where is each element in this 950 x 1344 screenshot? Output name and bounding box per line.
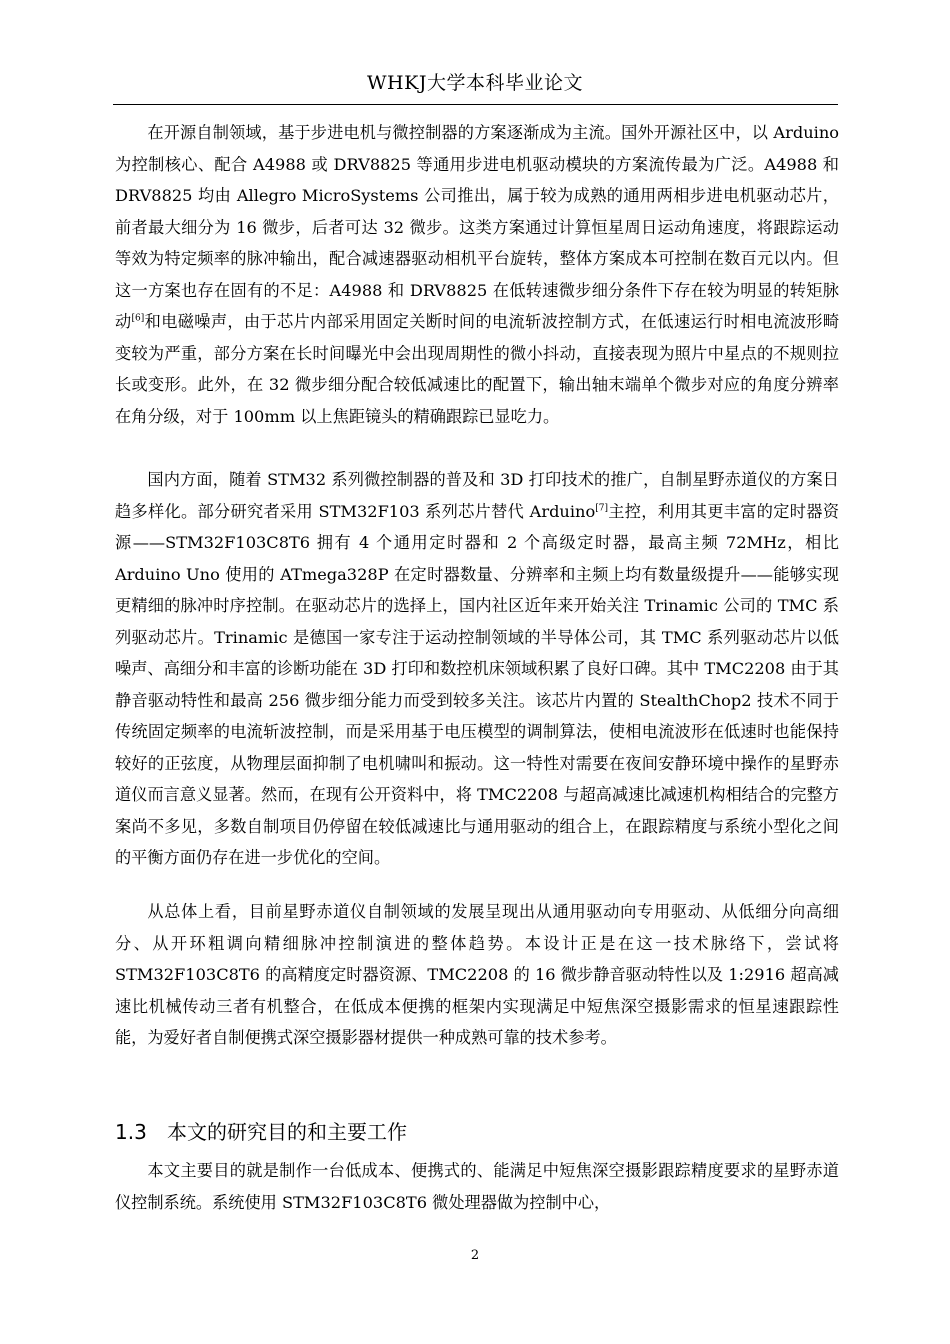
header-divider — [113, 104, 838, 105]
section-title: 本文的研究目的和主要工作 — [167, 1120, 407, 1144]
paragraph-overall — [115, 896, 839, 1054]
paragraph-domestic — [115, 464, 839, 874]
page-number: 2 — [470, 1248, 480, 1263]
paragraph-purpose — [115, 1155, 839, 1218]
paragraph-domestic-text-cont: 主控，利用其更丰富的定时器资源——STM32F103C8T6 拥有 4 个通用定时器和 2 个高级定时器，最高主频 72MHz，相比 Arduino Uno 使用的 ATmega328P 在定时器数量、分辨率和主频上均有数量级提升——能够实现更精细的脉冲时序控制。在驱动芯片的选择上，国内社区近年来开始关注 Trinamic 公司的 TMC 系列驱动芯片。Trinamic 是德国一家专注于运动控制领域的半导体公司，其 TMC 系列驱动芯片以低噪声、高细分和丰富的诊断功能在 3D 打印和数控机床领域积累了良好口碑。其中 TMC2208 由于其静音驱动特性和最高 256 微步细分能力而受到较多关注。该芯片内置的 StealthChop2 技术不同于传统固定频率的电流斩波控制，而是采用基于电压模型的调制算法，使相电流波形在低速时也能保持较好的正弦度，从物理层面抑制了电机啸叫和振动。这一特性对需要在夜间安静环境中操作的星野赤道仪而言意义显著。然而，在现有公开资料中，将 TMC2208 与超高减速比减速机构相结合的完整方案尚不多见，多数自制项目仍停留在较低减速比与通用驱动的组合上，在跟踪精度与系统小型化之间的平衡方面仍存在进一步优化的空间。 — [115, 501, 840, 867]
citation-7: [7] — [595, 503, 608, 514]
page-header-title: WHKJ大学本科毕业论文 — [367, 72, 583, 94]
citation-6: [6] — [131, 313, 145, 324]
paragraph-open-source-text-cont: 和电磁噪声，由于芯片内部采用固定关断时间的电流斩波控制方式，在低速运行时相电流波形畸变较为严重，部分方案在长时间曝光中会出现周期性的微小抖动，直接表现为照片中星点的不规则拉长或变形。此外，在 32 微步细分配合较低减速比的配置下，输出轴末端单个微步对应的角度分辨率在角分级，对于 100mm 以上焦距镜头的精确跟踪已显吃力。 — [115, 312, 840, 426]
paragraph-overall-text: 从总体上看，目前星野赤道仪自制领域的发展呈现出从通用驱动向专用驱动、从低细分向高细分、从开环粗调向精细脉冲控制演进的整体趋势。本设计正是在这一技术脉络下，尝试将 STM32F103C8T6 的高精度定时器资源、TMC2208 的 16 微步静音驱动特性以及 1:2916 超高减速比机械传动三者有机整合，在低成本便携的框架内实现满足中短焦深空摄影需求的恒星速跟踪性能，为爱好者自制便携式深空摄影器材提供一种成熟可靠的技术参考。 — [115, 902, 839, 1047]
paragraph-open-source — [115, 117, 839, 432]
paragraph-open-source-text: 在开源自制领域，基于步进电机与微控制器的方案逐渐成为主流。国外开源社区中，以 Arduino 为控制核心、配合 A4988 或 DRV8825 等通用步进电机驱动模块的方案流传最为广泛。A4988 和 DRV8825 均由 Allegro MicroSystems 公司推出，属于较为成熟的通用两相步进电机驱动芯片，前者最大细分为 16 微步，后者可达 32 微步。这类方案通过计算恒星周日运动角速度，将跟踪运动等效为特定频率的脉冲输出，配合减速器驱动相机平台旋转，整体方案成本可控制在数百元以内。但这一方案也存在固有的不足：A4988 和 DRV8825 在低转速微步细分条件下存在较为明显的转矩脉动 — [115, 123, 839, 331]
paragraph-purpose-text: 本文主要目的就是制作一台低成本、便携式的、能满足中短焦深空摄影跟踪精度要求的星野赤道仪控制系统。系统使用 STM32F103C8T6 微处理器做为控制中心， — [115, 1161, 839, 1212]
paragraph-domestic-text: 国内方面，随着 STM32 系列微控制器的普及和 3D 打印技术的推广，自制星野赤道仪的方案日趋多样化。部分研究者采用 STM32F103 系列芯片替代 Arduino — [115, 470, 839, 521]
section-number: 1.3 — [115, 1120, 147, 1144]
section-heading — [115, 1116, 839, 1145]
